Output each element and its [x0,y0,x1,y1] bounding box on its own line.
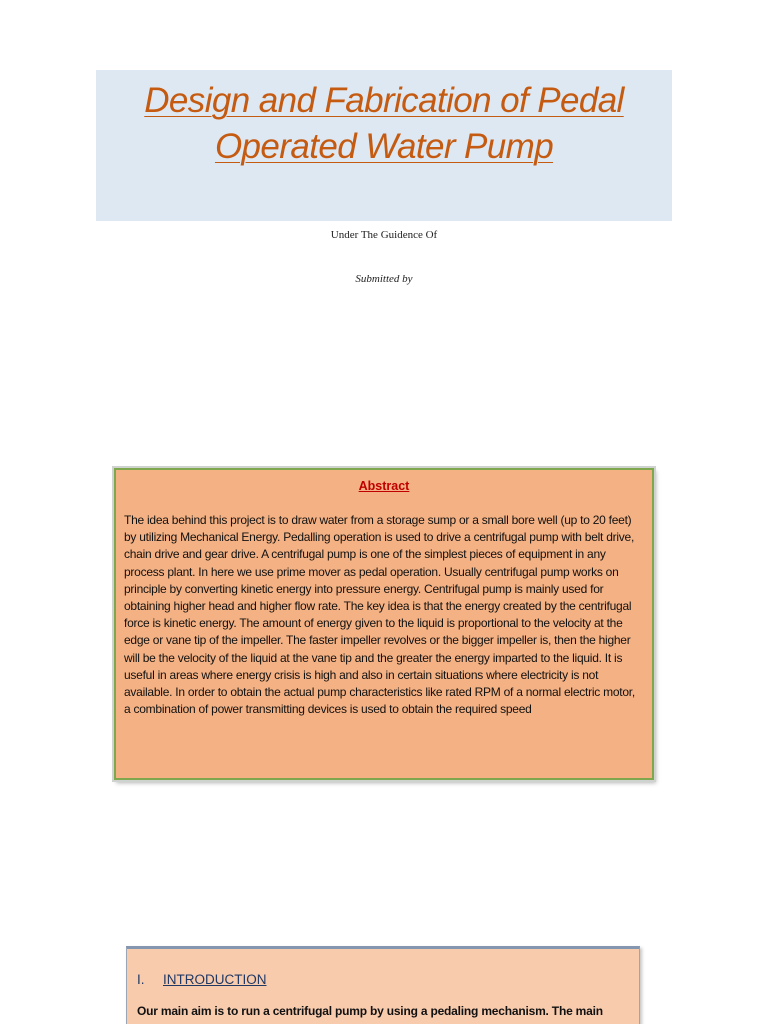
introduction-heading [137,971,629,989]
abstract-body: The idea behind this project is to draw water from a storage sump or a small bore well (up to 20 feet) by utilizing Mechanical Energy. Pedalling operation is used to drive a centrifugal pump with belt drive, chain drive and gear drive. A centrifugal pump is one of the simplest pieces of equipment in any process plant. In here we use prime mover as pedal operation. Usually centrifugal pump works on principle by converting kinetic energy into pressure energy. Centrifugal pump is mainly used for obtaining higher head and higher flow rate. The key idea is that the energy created by the centrifugal force is kinetic energy. The amount of energy given to the liquid is proportional to the velocity at the edge or vane tip of the impeller. The faster impeller revolves or the bigger impeller is, then the higher will be the velocity of the liquid at the vane tip and the greater the energy imparted to the liquid. It is useful in areas where energy crisis is high and also in certain situations where electricity is not available. In order to obtain the actual pump characteristics like rated RPM of a normal electric motor, a combination of power transmitting devices is used to obtain the required speed [124,513,635,717]
introduction-body: Our main aim is to run a centrifugal pump by using a pedaling mechanism. The main [137,1004,603,1018]
title-banner [96,70,672,221]
submitted-by-line: Submitted by [355,273,413,285]
guidance-line: Under The Guidence Of [330,229,438,241]
document-title: Design and Fabrication of Pedal Operated Water Pump [144,81,624,166]
abstract-box [114,468,654,780]
section-title: INTRODUCTION [163,972,267,987]
abstract-heading: Abstract [358,479,410,493]
section-number: I. [137,972,145,987]
introduction-box [126,946,640,1024]
